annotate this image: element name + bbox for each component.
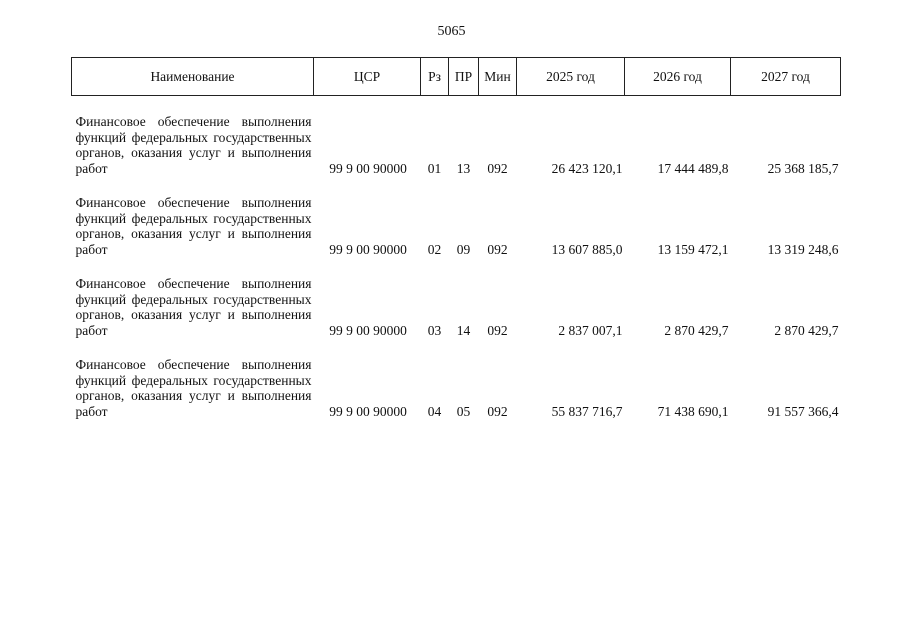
row-amount-2025: 55 837 716,7 [551, 403, 623, 419]
row-amount-2025: 13 607 885,0 [551, 241, 623, 257]
row-csr: 99 9 00 90000 [329, 322, 407, 338]
row-csr: 99 9 00 90000 [329, 241, 407, 257]
row-pr: 05 [456, 403, 471, 419]
row-amount-2026: 71 438 690,1 [657, 403, 729, 419]
page-number: 5065 [437, 24, 466, 39]
row-min: 092 [487, 322, 508, 338]
header-2025: 2025 год [517, 58, 625, 96]
row-amount-2026: 13 159 472,1 [657, 241, 729, 257]
row-amount-2027: 25 368 185,7 [767, 160, 839, 176]
row-amount-2025: 26 423 120,1 [551, 160, 623, 176]
row-csr: 99 9 00 90000 [329, 403, 407, 419]
row-rz: 03 [427, 322, 442, 338]
budget-table [71, 57, 841, 419]
row-csr: 99 9 00 90000 [329, 160, 407, 176]
row-min: 092 [487, 403, 508, 419]
row-amount-2025: 2 837 007,1 [558, 322, 623, 338]
row-rz: 04 [427, 403, 442, 419]
row-amount-2026: 17 444 489,8 [657, 160, 729, 176]
row-amount-2027: 2 870 429,7 [774, 322, 839, 338]
header-2027: 2027 год [731, 58, 841, 96]
header-2026: 2026 год [625, 58, 731, 96]
table-row [72, 257, 841, 338]
table-row [72, 96, 841, 177]
header-pr: ПР [449, 58, 479, 96]
header-rz: Рз [421, 58, 449, 96]
row-pr: 09 [456, 241, 471, 257]
table-row [72, 176, 841, 257]
header-min: Мин [479, 58, 517, 96]
row-pr: 14 [456, 322, 471, 338]
row-amount-2026: 2 870 429,7 [664, 322, 729, 338]
row-amount-2027: 91 557 366,4 [767, 403, 839, 419]
row-name: Финансовое обеспечение выполнения функций федеральных государственных органов, оказания услуг и выполнения работ [75, 276, 312, 338]
table-header-row [72, 58, 841, 96]
row-rz: 01 [427, 160, 442, 176]
row-min: 092 [487, 241, 508, 257]
row-pr: 13 [456, 160, 471, 176]
header-csr: ЦСР [314, 58, 421, 96]
table-row [72, 338, 841, 419]
header-name: Наименование [72, 58, 314, 96]
row-rz: 02 [427, 241, 442, 257]
row-name: Финансовое обеспечение выполнения функций федеральных государственных органов, оказания услуг и выполнения работ [75, 114, 312, 176]
row-amount-2027: 13 319 248,6 [767, 241, 839, 257]
row-name: Финансовое обеспечение выполнения функций федеральных государственных органов, оказания услуг и выполнения работ [75, 357, 312, 419]
row-min: 092 [487, 160, 508, 176]
row-name: Финансовое обеспечение выполнения функций федеральных государственных органов, оказания услуг и выполнения работ [75, 195, 312, 257]
